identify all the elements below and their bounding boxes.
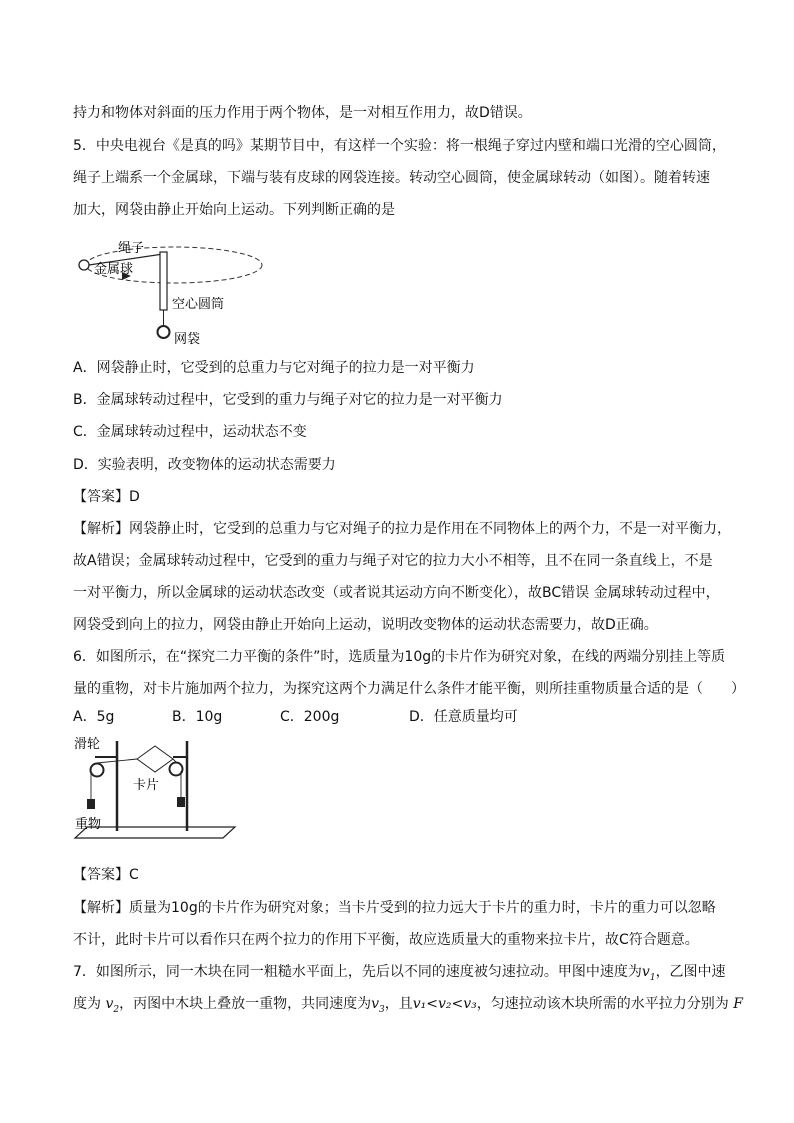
question-5-stem: 5．中央电视台《是真的吗》某期节目中，有这样一个实验：将一根绳子穿过内壁和端口光滑的空心圆筒， [73,138,726,154]
answer: 【答案】C [73,867,139,883]
string-right [173,759,176,762]
explanation: 【解析】网袋静止时，它受到的总重力与它对绳子的拉力是作用在不同物体上的两个力，不是一对平衡力， [73,521,731,537]
option-b: B．10g [172,709,223,725]
velocity-inequality: v₁<v₂<v₃ [412,996,477,1012]
explanation: 故A错误；金属球转动过程中，它受到的重力与绳子对它的拉力大小不相等，且不在同一条直线上，不是 [73,553,713,569]
rotating-ball-figure [76,234,268,346]
card-label: 卡片 [133,778,160,793]
net-bag [158,326,170,338]
option-a: A．网袋静止时，它受到的总重力与它对绳子的拉力是一对平衡力 [73,360,475,376]
left-pulley [91,764,104,777]
card [137,746,173,772]
v2-symbol: $v_2$ [105,996,120,1015]
q7-text: ，且 [384,996,413,1012]
question-6-options [73,706,773,726]
ball-label: 金属球 [94,262,134,277]
force-symbol: F [733,996,743,1012]
pulley-label: 滑轮 [74,737,101,752]
option-c: C．200g [280,709,340,725]
explanation: 一对平衡力，所以金属球的运动状态改变（或者说其运动方向不断变化），故BC错误 金属球转动过程中， [73,585,720,601]
option-a: A．5g [73,709,115,725]
rope-label: 绳子 [118,241,145,256]
option-d: D．任意质量均可 [409,709,518,725]
explanation: 网袋受到向上的拉力，网袋由静止开始向上运动，说明改变物体的运动状态需要力，故D正确。 [73,617,658,633]
two-force-balance-figure [73,735,239,840]
question-7-stem [73,994,743,1020]
v1-symbol: $v_1$ [641,964,656,983]
question-5-stem: 加大，网袋由静止开始向上运动。下列判断正确的是 [73,202,395,218]
question-5-stem: 绳子上端系一个金属球，下端与装有皮球的网袋连接。转动空心圆筒，使金属球转动（如图）。随着转速 [73,170,710,186]
tube-label: 空心圆筒 [172,297,225,312]
q7-text: 度为 [73,996,101,1012]
hollow-tube [160,252,167,310]
metal-ball [79,260,89,270]
q7-text: 7．如图所示，同一木块在同一粗糙水平面上，先后以不同的速度被匀速拉动。甲图中速度为 [73,964,642,980]
weight-right [177,797,185,807]
answer: 【答案】D [73,489,140,505]
weight-label: 重物 [75,817,102,832]
text-line: 持力和物体对斜面的压力作用于两个物体，是一对相互作用力，故D错误。 [73,105,532,121]
question-6-stem: 量的重物，对卡片施加两个拉力，为探究这两个力满足什么条件才能平衡，则所挂重物质量合适的是（ ） [73,681,745,697]
option-c: C．金属球转动过程中，运动状态不变 [73,424,307,440]
q7-text: ，匀速拉动该木块所需的水平拉力分别为 [476,996,729,1012]
option-b: B．金属球转动过程中，它受到的重力与绳子对它的拉力是一对平衡力 [73,392,503,408]
q7-text: ，乙图中速 [655,964,726,980]
question-6-stem: 6．如图所示，在“探究二力平衡的条件”时，选质量为10g的卡片作为研究对象，在线的两端分别挂上等质 [73,649,726,665]
weight-left [87,799,95,809]
v3-symbol: $v_3$ [371,996,385,1015]
explanation: 【解析】质量为10g的卡片作为研究对象；当卡片受到的拉力远大于卡片的重力时，卡片的重力可以忽略 [73,900,716,916]
bag-label: 网袋 [174,332,201,346]
q7-text: ，丙图中木块上叠放一重物，共同速度为 [119,996,372,1012]
question-7-stem [73,962,726,988]
option-d: D．实验表明，改变物体的运动状态需要力 [73,457,336,473]
explanation: 不计，此时卡片可以看作只在两个拉力的作用下平衡，故应选质量大的重物来拉卡片，故C符合题意。 [73,932,699,948]
